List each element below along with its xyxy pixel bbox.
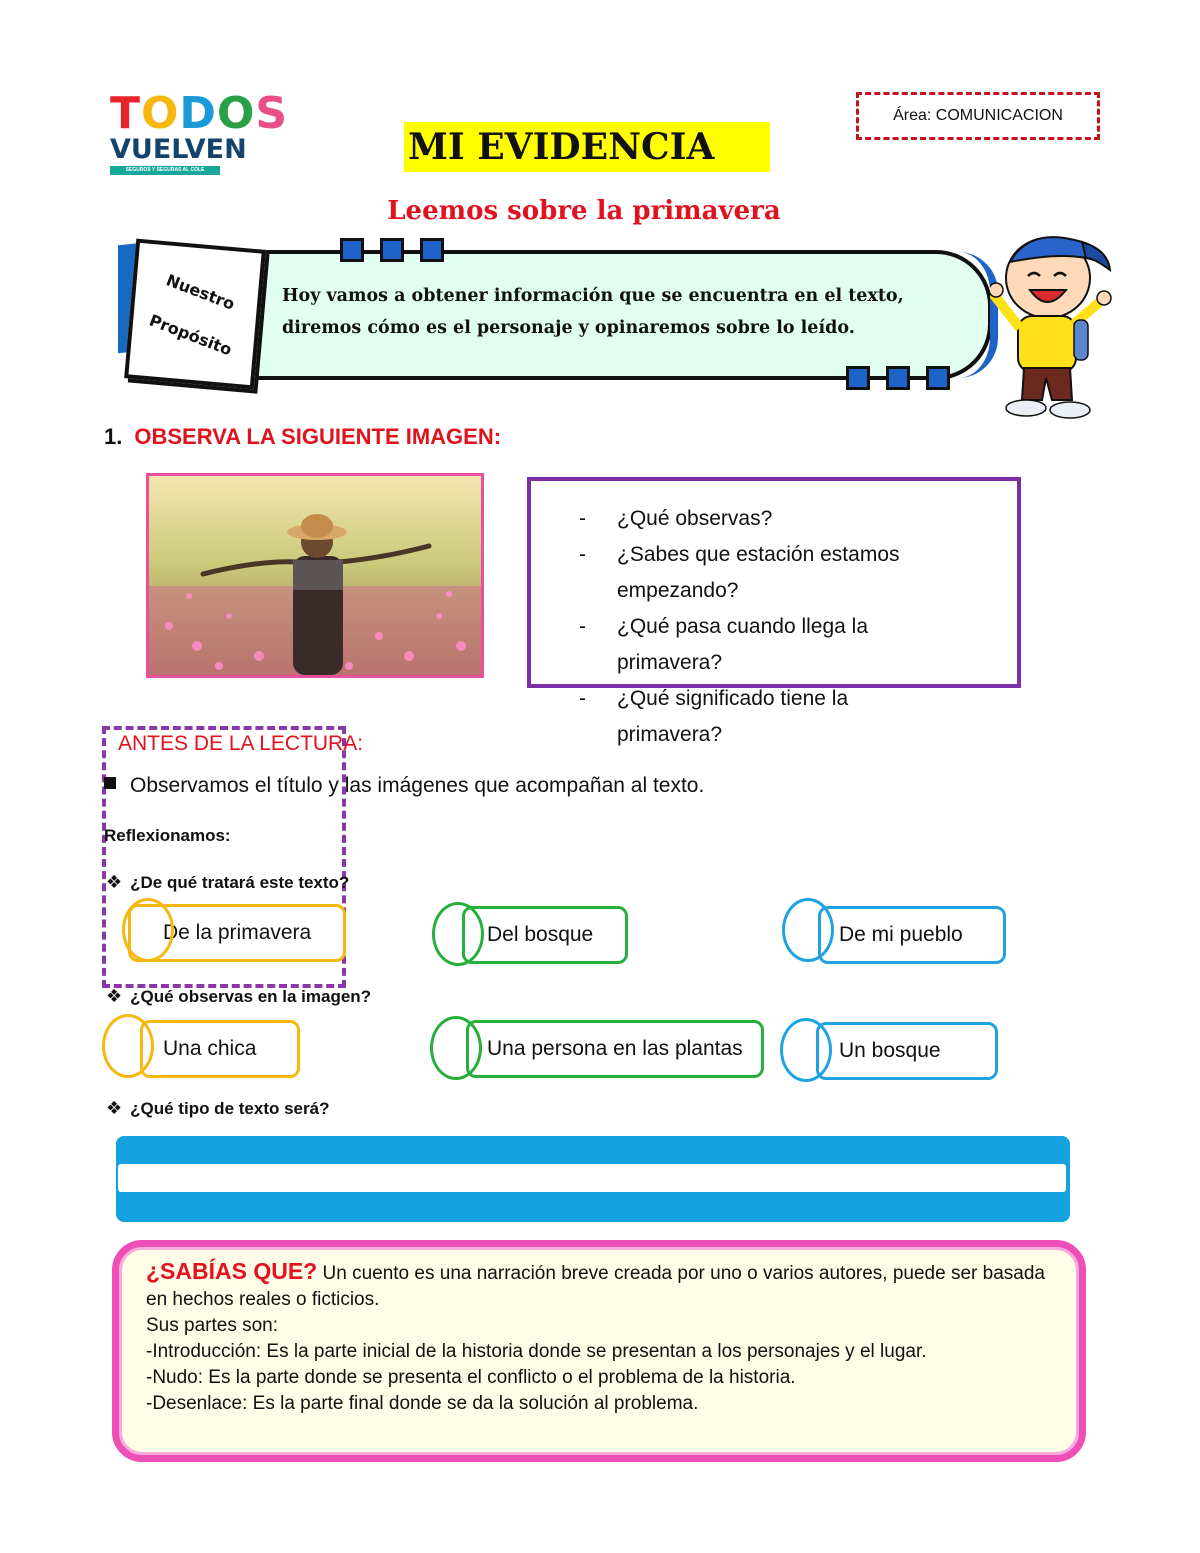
decor-square [926, 366, 950, 390]
did-you-know-text [146, 1258, 1058, 1417]
did-you-know-line1: Un cuento es una narración breve creada por uno o varios autores, puede ser basada en hechos reales o ficticios. [146, 1263, 1045, 1310]
question-2-text: ¿Qué observas en la imagen? [130, 987, 372, 1006]
did-you-know-line5: -Desenlace: Es la parte final donde se da la solución al problema. [146, 1393, 699, 1414]
question-3 [106, 1098, 329, 1119]
question-list [531, 481, 1017, 753]
diamond-bullet-icon: ❖ [106, 986, 123, 1006]
page-subtitle: Leemos sobre la primavera [387, 196, 781, 226]
purpose-squares-top [340, 238, 444, 262]
option-label: De mi pueblo [839, 923, 963, 946]
logo-letter: O [216, 88, 256, 139]
did-you-know-line3: -Introducción: Es la parte inicial de la historia donde se presentan a los personajes y el lugar. [146, 1341, 927, 1362]
logo-letter: O [141, 88, 180, 139]
option-label: Un bosque [839, 1039, 941, 1062]
diamond-bullet-icon: ❖ [106, 1098, 123, 1118]
spring-photo [146, 473, 484, 678]
spring-photo-illustration [149, 476, 481, 675]
square-bullet-icon [104, 777, 116, 789]
option-label: De la primavera [163, 921, 312, 944]
reflect-label: Reflexionamos: [104, 826, 231, 845]
purpose-squares-bottom [846, 366, 950, 390]
purpose-card-line1: Nuestro [163, 270, 237, 314]
area-label: Área: COMUNICACION [856, 92, 1100, 140]
question-1-text: ¿De qué tratará este texto? [130, 873, 350, 892]
option-de-mi-pueblo[interactable] [818, 906, 1006, 964]
did-you-know-line4: -Nudo: Es la parte donde se presenta el conflicto o el problema de la historia. [146, 1367, 796, 1388]
answer-input[interactable] [118, 1164, 1066, 1192]
question-item: - ¿Qué observas? [579, 501, 947, 537]
decor-square [420, 238, 444, 262]
option-del-bosque[interactable] [462, 906, 628, 964]
question-2 [106, 986, 371, 1007]
decor-square [340, 238, 364, 262]
option-una-persona[interactable] [466, 1020, 764, 1078]
did-you-know-heading: ¿SABÍAS QUE? [146, 1258, 318, 1284]
did-you-know-line2: Sus partes son: [146, 1315, 279, 1336]
question-item: - ¿Qué significado tiene la primavera? [579, 681, 947, 753]
question-item: - ¿Sabes que estación estamos empezando? [579, 537, 947, 609]
logo-word-todos [110, 88, 289, 139]
todos-vuelven-logo [110, 88, 289, 182]
boy-illustration [990, 228, 1114, 424]
purpose-card-line2: Propósito [146, 310, 235, 360]
purpose-text: Hoy vamos a obtener información que se encuentra en el texto, diremos cómo es el personaje y opinaremos sobre lo leído. [282, 286, 904, 338]
logo-word-vuelven: VUELVEN [110, 134, 247, 165]
option-circle[interactable] [430, 1016, 482, 1080]
logo-letter: D [179, 88, 217, 139]
option-circle[interactable] [780, 1018, 832, 1082]
question-item: - ¿Qué pasa cuando llega la primavera? [579, 609, 947, 681]
decor-square [886, 366, 910, 390]
logo-letter: S [255, 88, 289, 139]
observe-instruction [104, 774, 704, 798]
section-title: OBSERVA LA SIGUIENTE IMAGEN: [134, 424, 502, 449]
section-heading [104, 424, 501, 450]
question-3-text: ¿Qué tipo de texto será? [130, 1099, 330, 1118]
option-un-bosque[interactable] [816, 1022, 998, 1080]
option-label: Una chica [163, 1037, 257, 1060]
option-una-chica[interactable] [140, 1020, 300, 1078]
logo-tagline: SEGUROS Y SEGURAS AL COLE [110, 166, 220, 175]
logo-letter: T [110, 88, 142, 139]
before-reading-heading: ANTES DE LA LECTURA: [118, 732, 364, 755]
observation-questions [527, 477, 1021, 746]
diamond-bullet-icon: ❖ [106, 872, 123, 892]
section-number: 1. [104, 424, 123, 449]
option-circle[interactable] [122, 898, 174, 962]
purpose-card-label [145, 270, 244, 360]
decor-square [380, 238, 404, 262]
purpose-card [124, 239, 266, 390]
observe-text: Observamos el título y las imágenes que acompañan al texto. [130, 774, 705, 797]
decor-square [846, 366, 870, 390]
option-label: Una persona en las plantas [487, 1037, 743, 1060]
option-label: Del bosque [487, 923, 594, 946]
option-circle[interactable] [432, 902, 484, 966]
page-title: MI EVIDENCIA [404, 122, 770, 172]
question-1 [106, 872, 349, 893]
option-circle[interactable] [102, 1014, 154, 1078]
option-circle[interactable] [782, 898, 834, 962]
